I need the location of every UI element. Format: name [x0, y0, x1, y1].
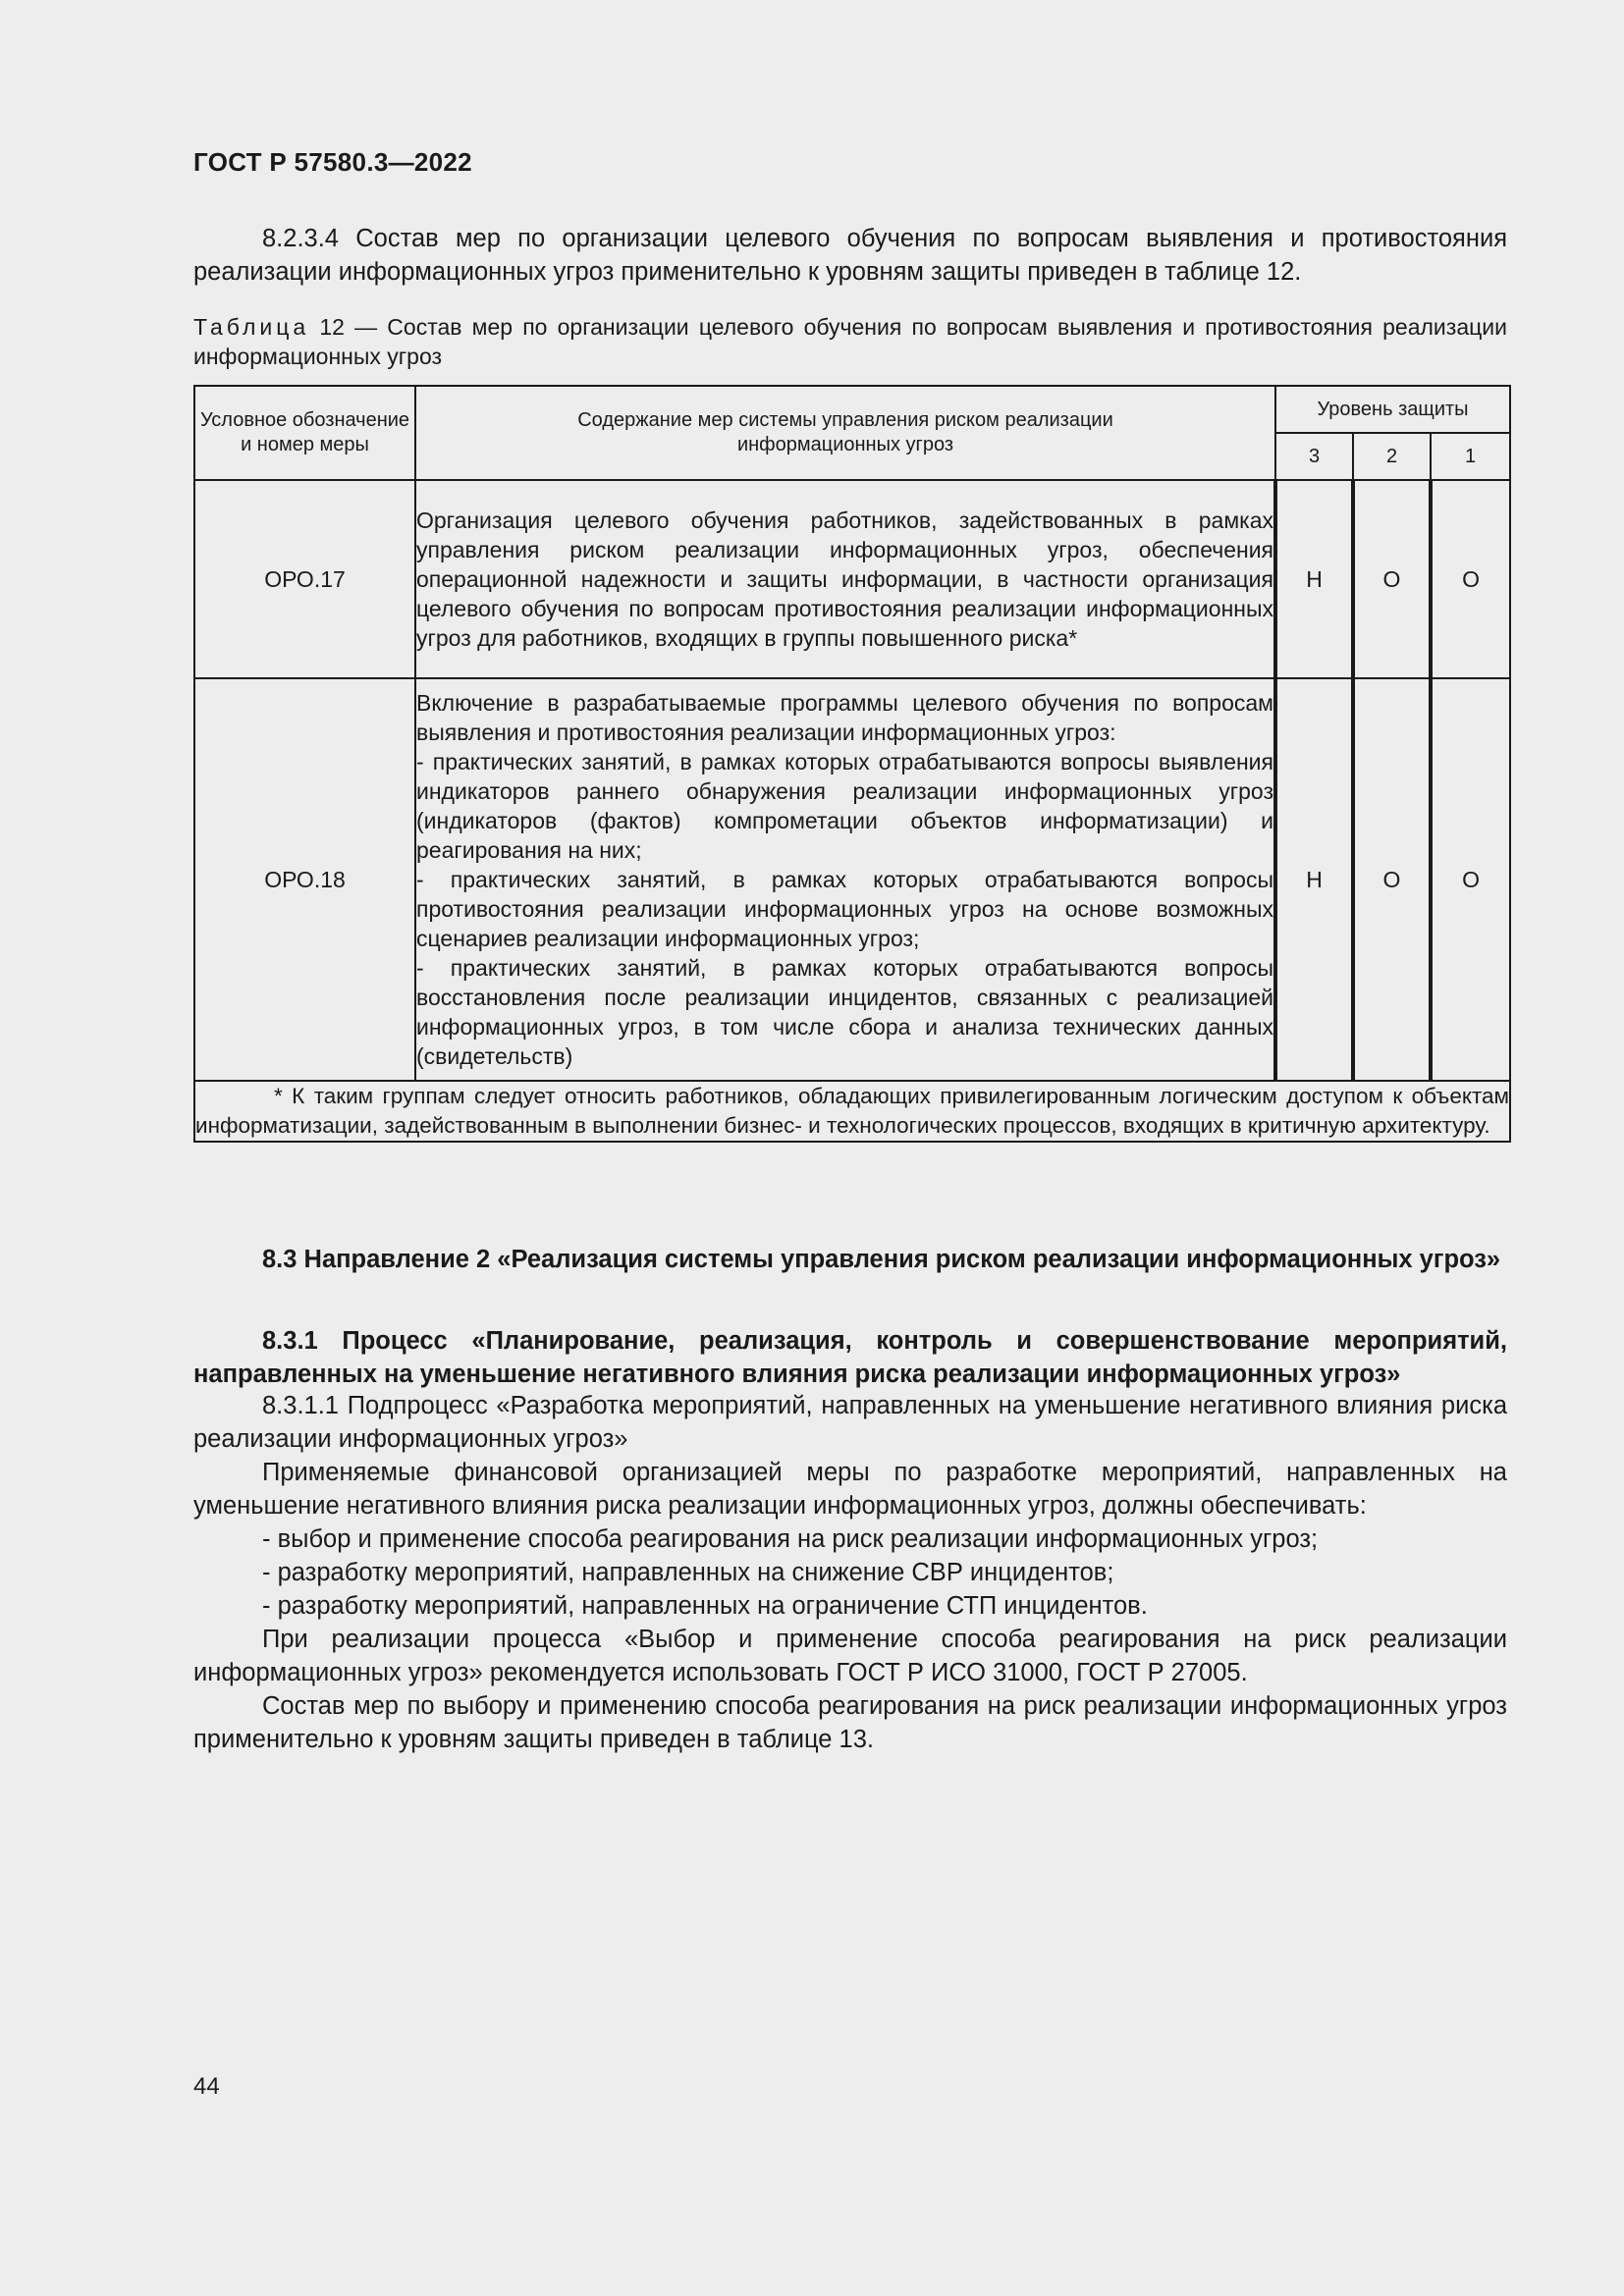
table-caption: [193, 312, 1507, 371]
content-item: - практических занятий, в рамках которых отрабатываются вопросы выявления индикаторов раннего обнаружения реализации информационных угроз (индикаторов (фактов) компрометации объектов информатизации) и реагирования на них;: [416, 749, 1273, 863]
paragraph-measures: Применяемые финансовой организацией меры по разработке мероприятий, направленных на уменьшение негативного влияния риска реализации информационных угроз, должны обеспечивать:: [193, 1459, 1507, 1520]
table-row: [194, 678, 1510, 1081]
col-header-code: Условное обозначение и номер меры: [194, 386, 415, 480]
section-8-3-heading: 8.3 Направление 2 «Реализация системы управления риском реализации информационных угроз»: [262, 1246, 1501, 1273]
list-item: - разработку мероприятий, направленных на снижение СВР инцидентов;: [262, 1559, 1114, 1586]
level-1-value: О: [1431, 678, 1510, 1081]
measure-content: Организация целевого обучения работников, задействованных в рамках управления риском реализации информационных угроз, обеспечения операционной надежности и защиты информации, в частности организация целевого обучения по вопросам противостояния реализации информационных угроз для работников, входящих в группы повышенного риска*: [415, 480, 1275, 678]
intro-paragraph: [193, 222, 1507, 289]
level-3-value: Н: [1275, 678, 1353, 1081]
table-footnote-row: [194, 1081, 1510, 1142]
level-2-value: О: [1353, 678, 1431, 1081]
level-1-value: О: [1431, 480, 1510, 678]
paragraph-8-3-1-1: 8.3.1.1 Подпроцесс «Разработка мероприятий, направленных на уменьшение негативного влияния риска реализации информационных угроз»: [193, 1392, 1507, 1453]
col-header-level-2: 2: [1353, 433, 1431, 480]
paragraph-table13: Состав мер по выбору и применению способа реагирования на риск реализации информационных угроз применительно к уровням защиты приведен в таблице 13.: [193, 1692, 1507, 1753]
level-3-value: Н: [1275, 480, 1353, 678]
level-2-value: О: [1353, 480, 1431, 678]
caption-text: 12 — Состав мер по организации целевого обучения по вопросам выявления и противостояния реализации информационных угроз: [193, 314, 1507, 369]
table-row: [194, 480, 1510, 678]
paragraph-recommend: При реализации процесса «Выбор и применение способа реагирования на риск реализации информационных угроз» рекомендуется использовать ГОСТ Р ИСО 31000, ГОСТ Р 27005.: [193, 1626, 1507, 1686]
col-header-level-3: 3: [1275, 433, 1353, 480]
col-header-level: Уровень защиты: [1275, 386, 1510, 433]
body-text: [193, 1389, 1507, 1756]
page-number: 44: [193, 2073, 220, 2100]
list-item: - выбор и применение способа реагирования на риск реализации информационных угроз;: [262, 1525, 1319, 1553]
measure-code: ОРО.18: [194, 678, 415, 1081]
standard-header: ГОСТ Р 57580.3—2022: [193, 147, 472, 177]
content-item: - практических занятий, в рамках которых отрабатываются вопросы восстановления после реализации инцидентов, связанных с реализацией информационных угроз, в том числе сбора и анализа технических данных (свидетельств): [416, 955, 1273, 1069]
measures-table: [193, 385, 1511, 1143]
table-footnote: * К таким группам следует относить работников, обладающих привилегированным логическим доступом к объектам информатизации, задействованным в выполнении бизнес- и технологических процессов, входящих в критичную архитектуру.: [194, 1081, 1510, 1142]
measure-code: ОРО.17: [194, 480, 415, 678]
measure-content: [415, 678, 1275, 1081]
col-header-level-1: 1: [1431, 433, 1510, 480]
section-8-3-1-heading: 8.3.1 Процесс «Планирование, реализация, контроль и совершенствование мероприятий, направленных на уменьшение негативного влияния риска реализации информационных угроз»: [193, 1327, 1507, 1388]
content-item: - практических занятий, в рамках которых отрабатываются вопросы противостояния реализации информационных угроз на основе возможных сценариев реализации информационных угроз;: [416, 867, 1273, 951]
list-item: - разработку мероприятий, направленных на ограничение СТП инцидентов.: [262, 1592, 1148, 1620]
intro-text: 8.2.3.4 Состав мер по организации целевого обучения по вопросам выявления и противостояния реализации информационных угроз применительно к уровням защиты приведен в таблице 12.: [193, 225, 1507, 286]
content-intro: Включение в разрабатываемые программы целевого обучения по вопросам выявления и противостояния реализации информационных угроз:: [416, 690, 1273, 745]
col-header-content: Содержание мер системы управления риском реализации информационных угроз: [415, 386, 1275, 480]
caption-label: Таблица: [193, 314, 310, 340]
